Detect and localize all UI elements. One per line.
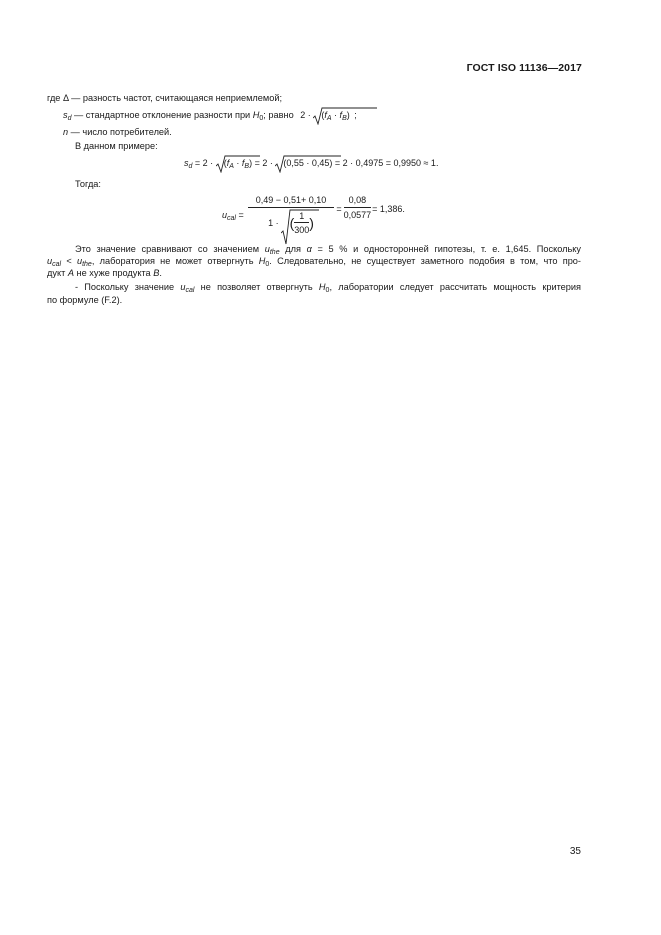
page-number: 35 — [569, 846, 581, 857]
n-definition: n — число потребителей. — [63, 127, 172, 137]
sqrt-sign: (0,55 · 0,45) — [275, 158, 332, 168]
paragraph-power-line1: - Поскольку значение $u_{cal}$ не позволяет отвергнуть $H_0$, лаборатории следует рассчитать мощность критерия — [75, 282, 582, 294]
paragraph-power-line2: по формуле (F.2). — [47, 295, 123, 305]
formula-sd: $s_d = 2$ · $(f_A \cdot f_B) = 2$ · (0,55 · 0,45) = 2 · 0,4975 = 0,9950 ≈ 1. — [184, 158, 439, 170]
sqrt-sign: ( $\frac{1}{300}$ ) — [281, 211, 314, 235]
sqrt-sign: $(f_A \cdot f_B)$ — [216, 158, 252, 168]
formula-ucal: $u_{cal}$ = 0,49 − 0,51+ 0,10 1 · ( $\frac{1}{300}$ ) = $\frac{0,08}{0,0577}$ = 1,386. — [222, 195, 405, 235]
paragraph-comparison-line3: дукт A не хуже продукта B. — [47, 268, 162, 278]
sqrt-sign: $(f_A \cdot f_B)$ — [313, 110, 349, 121]
example-intro: В данном примере: — [75, 141, 158, 151]
paragraph-comparison-line1: Это значение сравнивают со значением $u_{the}$ для α = 5 % и односторонней гипотезы, т. е. 1,645. Поскольку — [75, 244, 581, 256]
sd-definition: $s_d$ — стандартное отклонение разности при $H_0$; равно 2 · $(f_A \cdot f_B)$ ; — [63, 110, 357, 121]
document-code: ГОСТ ISO 11136—2017 — [466, 62, 582, 74]
then-label: Тогда: — [75, 179, 101, 189]
delta-definition: где Δ — разность частот, считающаяся неприемлемой; — [47, 93, 283, 103]
result-fraction: $\frac{0,08}{0,0577}$ — [343, 195, 372, 220]
ucal-fraction: 0,49 − 0,51+ 0,10 1 · ( $\frac{1}{300}$ ) — [248, 195, 335, 235]
paragraph-comparison-line2: $u_{cal} < u_{the}$, лаборатория не может отвергнуть $H_0$. Следовательно, не существует заметного подобия в том, что про- — [47, 256, 581, 268]
